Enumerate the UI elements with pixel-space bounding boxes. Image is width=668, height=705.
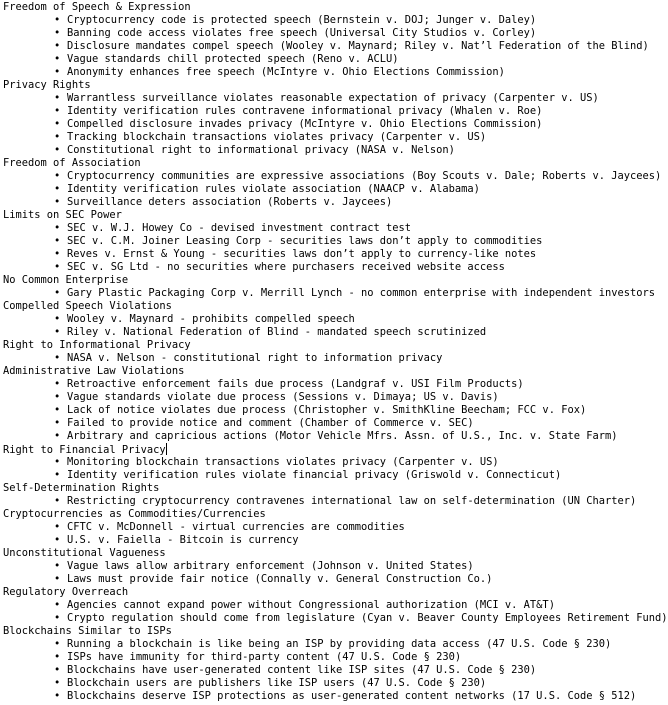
bullet-icon: • — [54, 53, 61, 65]
list-item — [3, 235, 553, 248]
list-item-text: Blockchain users are publishers like ISP users (47 U.S. Code § 230) — [67, 677, 487, 689]
bullet-icon: • — [54, 521, 61, 533]
section-heading: Right to Financial Privacy — [3, 444, 166, 456]
list-item — [3, 638, 612, 651]
section-heading: Self-Determination Rights — [3, 482, 160, 494]
bullet-icon: • — [54, 27, 61, 39]
bullet-icon: • — [54, 144, 61, 156]
list-item-text: SEC v. SG Ltd - no securities where purchasers received website access — [67, 261, 505, 273]
list-item-text: CFTC v. McDonnell - virtual currencies are commodities — [67, 521, 405, 533]
bullet-icon: • — [54, 261, 61, 273]
list-item-text: Banning code access violates free speech (Universal City Studios v. Corley) — [67, 27, 537, 39]
bullet-icon: • — [54, 378, 61, 390]
list-item-text: Identity verification rules violate association (NAACP v. Alabama) — [67, 183, 480, 195]
list-item-text: Surveillance deters association (Roberts v. Jaycees) — [67, 196, 393, 208]
bullet-icon: • — [54, 92, 61, 104]
list-item-text: Blockchains deserve ISP protections as user-generated content networks (17 U.S. Code § 512) — [67, 690, 637, 702]
section-heading: Right to Informational Privacy — [3, 339, 191, 351]
section-heading: Privacy Rights — [3, 79, 91, 91]
list-item-text: Tracking blockchain transactions violates privacy (Carpenter v. US) — [67, 131, 487, 143]
list-item-text: Riley v. National Federation of Blind - mandated speech scrutinized — [67, 326, 487, 338]
bullet-icon: • — [54, 183, 61, 195]
section-heading: Freedom of Speech & Expression — [3, 1, 191, 13]
section-heading: Regulatory Overreach — [3, 586, 129, 598]
list-item-text: Constitutional right to informational privacy (NASA v. Nelson) — [67, 144, 455, 156]
list-item-text: Retroactive enforcement fails due process (Landgraf v. USI Film Products) — [67, 378, 524, 390]
list-item-text: Vague standards chill protected speech (Reno v. ACLU) — [67, 53, 399, 65]
list-item-text: Lack of notice violates due process (Christopher v. SmithKline Beecham; FCC v. Fox) — [67, 404, 587, 416]
list-item-text: Failed to provide notice and comment (Chamber of Commerce v. SEC) — [67, 417, 474, 429]
list-item — [3, 690, 637, 703]
section-heading: Freedom of Association — [3, 157, 141, 169]
bullet-icon: • — [54, 40, 61, 52]
list-item-text: Compelled disclosure invades privacy (McIntyre v. Ohio Elections Commission) — [67, 118, 543, 130]
list-item-text: Identity verification rules contravene informational privacy (Whalen v. Roe) — [67, 105, 543, 117]
list-item-text: SEC v. C.M. Joiner Leasing Corp - securities laws don’t apply to commodities — [67, 235, 543, 247]
list-item — [3, 534, 553, 547]
bullet-icon: • — [54, 170, 61, 182]
bullet-icon: • — [54, 235, 61, 247]
bullet-icon: • — [54, 534, 61, 546]
bullet-icon: • — [54, 248, 61, 260]
list-item-text: Vague standards violate due process (Sessions v. Dimaya; US v. Davis) — [67, 391, 499, 403]
bullet-icon: • — [54, 391, 61, 403]
list-item-text: Monitoring blockchain transactions violates privacy (Carpenter v. US) — [67, 456, 499, 468]
list-item — [3, 144, 553, 157]
bullet-icon: • — [54, 287, 61, 299]
list-item-text: Laws must provide fair notice (Connally v. General Construction Co.) — [67, 573, 493, 585]
bullet-icon: • — [54, 417, 61, 429]
bullet-icon: • — [54, 677, 61, 689]
list-item — [3, 248, 553, 261]
list-item-text: Wooley v. Maynard - prohibits compelled speech — [67, 313, 355, 325]
list-item — [3, 495, 637, 508]
list-item — [3, 66, 553, 79]
list-item-text: SEC v. W.J. Howey Co - devised investment contract test — [67, 222, 412, 234]
list-item — [3, 287, 656, 300]
list-item-text: Vague laws allow arbitrary enforcement (Johnson v. United States) — [67, 560, 474, 572]
section-heading: Cryptocurrencies as Commodities/Currencies — [3, 508, 266, 520]
list-item — [3, 27, 553, 40]
list-item — [3, 222, 553, 235]
bullet-icon: • — [54, 599, 61, 611]
list-item-text: U.S. v. Faiella - Bitcoin is currency — [67, 534, 299, 546]
list-item — [3, 118, 553, 131]
section-heading: Blockchains Similar to ISPs — [3, 625, 172, 637]
section-heading: Administrative Law Violations — [3, 365, 185, 377]
list-item — [3, 469, 562, 482]
list-item — [3, 664, 553, 677]
bullet-icon: • — [54, 638, 61, 650]
bullet-icon: • — [54, 469, 61, 481]
list-item-text: NASA v. Nelson - constitutional right to information privacy — [67, 352, 443, 364]
bullet-icon: • — [54, 664, 61, 676]
bullet-icon: • — [54, 560, 61, 572]
list-item — [3, 677, 553, 690]
list-item-text: Anonymity enhances free speech (McIntyre v. Ohio Elections Commission) — [67, 66, 505, 78]
list-item — [3, 560, 553, 573]
section-heading: Compelled Speech Violations — [3, 300, 172, 312]
list-item-text: Warrantless surveillance violates reasonable expectation of privacy (Carpenter v. US) — [67, 92, 599, 104]
bullet-icon: • — [54, 404, 61, 416]
bullet-icon: • — [54, 131, 61, 143]
list-item-text: Cryptocurrency communities are expressive associations (Boy Scouts v. Dale; Roberts v. Jaycees) — [67, 170, 662, 182]
section-heading: Unconstitutional Vagueness — [3, 547, 166, 559]
list-item — [3, 313, 553, 326]
bullet-icon: • — [54, 612, 61, 624]
list-item — [3, 651, 553, 664]
bullet-icon: • — [54, 66, 61, 78]
list-item — [3, 599, 553, 612]
bullet-icon: • — [54, 105, 61, 117]
bullet-icon: • — [54, 326, 61, 338]
list-item — [3, 14, 553, 27]
list-item-text: Running a blockchain is like being an ISP by providing data access (47 U.S. Code § 230) — [67, 638, 612, 650]
bullet-icon: • — [54, 651, 61, 663]
list-item — [3, 352, 553, 365]
list-item — [3, 53, 553, 66]
list-item — [3, 170, 662, 183]
bullet-icon: • — [54, 352, 61, 364]
bullet-icon: • — [54, 118, 61, 130]
list-item — [3, 92, 599, 105]
list-item — [3, 261, 553, 274]
list-item — [3, 40, 649, 53]
list-item — [3, 131, 553, 144]
list-item-text: Reves v. Ernst & Young - securities laws don’t apply to currency-like notes — [67, 248, 537, 260]
section-heading: No Common Enterprise — [3, 274, 129, 286]
list-item — [3, 378, 553, 391]
text-cursor — [166, 443, 167, 455]
list-item-text: Crypto regulation should come from legislature (Cyan v. Beaver County Employees Retirement Fund) — [67, 612, 668, 624]
list-item — [3, 521, 553, 534]
list-item-text: Arbitrary and capricious actions (Motor Vehicle Mfrs. Assn. of U.S., Inc. v. State Farm) — [67, 430, 618, 442]
bullet-icon: • — [54, 430, 61, 442]
list-item-text: Restricting cryptocurrency contravenes international law on self-determination (UN Charter) — [67, 495, 637, 507]
list-item — [3, 417, 553, 430]
section-heading: Limits on SEC Power — [3, 209, 122, 221]
list-item — [3, 612, 668, 625]
document-body[interactable] — [3, 1, 668, 703]
list-item — [3, 391, 553, 404]
list-item — [3, 105, 553, 118]
list-item — [3, 183, 553, 196]
list-item-text: Cryptocurrency code is protected speech (Bernstein v. DOJ; Junger v. Daley) — [67, 14, 537, 26]
list-item — [3, 404, 587, 417]
list-item-text: Disclosure mandates compel speech (Wooley v. Maynard; Riley v. Nat’l Federation of the Blind) — [67, 40, 649, 52]
list-item-text: Identity verification rules violate financial privacy (Griswold v. Connecticut) — [67, 469, 562, 481]
bullet-icon: • — [54, 222, 61, 234]
list-item-text: Agencies cannot expand power without Congressional authorization (MCI v. AT&T) — [67, 599, 555, 611]
bullet-icon: • — [54, 495, 61, 507]
list-item-text: ISPs have immunity for third-party content (47 U.S. Code § 230) — [67, 651, 462, 663]
list-item — [3, 456, 553, 469]
bullet-icon: • — [54, 456, 61, 468]
bullet-icon: • — [54, 196, 61, 208]
list-item-text: Gary Plastic Packaging Corp v. Merrill Lynch - no common enterprise with independent investors — [67, 287, 656, 299]
list-item — [3, 326, 553, 339]
bullet-icon: • — [54, 690, 61, 702]
list-item-text: Blockchains have user-generated content like ISP sites (47 U.S. Code § 230) — [67, 664, 537, 676]
list-item — [3, 196, 553, 209]
list-item — [3, 573, 553, 586]
list-item — [3, 430, 618, 443]
bullet-icon: • — [54, 14, 61, 26]
bullet-icon: • — [54, 313, 61, 325]
bullet-icon: • — [54, 573, 61, 585]
